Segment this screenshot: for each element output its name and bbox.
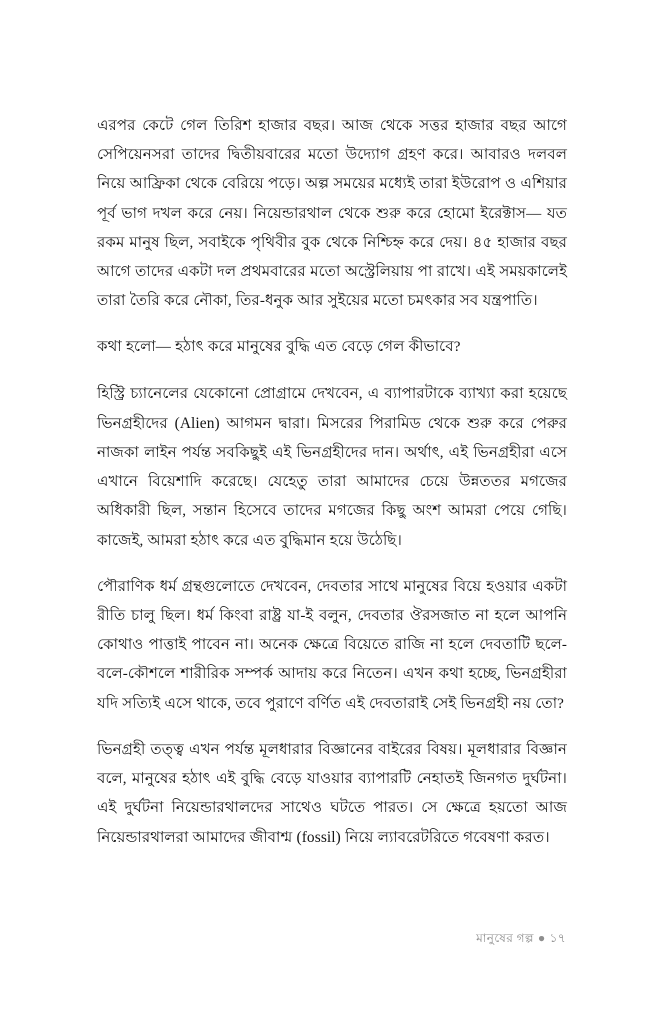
page-footer [97, 930, 566, 950]
footer-page-number: ১৭ [549, 931, 566, 945]
body-paragraph-1: এরপর কেটে গেল তিরিশ হাজার বছর। আজ থেকে সত্তর হাজার বছর আগে সেপিয়েনসরা তাদের দ্বিতীয়বারের মতো উদ্যোগ গ্রহণ করে। আবারও দলবল নিয়ে আফ্রিকা থেকে বেরিয়ে পড়ে। অল্প সময়ের মধ্যেই তারা ইউরোপ ও এশিয়ার পূর্ব ভাগ দখল করে নেয়। নিয়েন্ডারথাল থেকে শুরু করে হোমো ইরেক্টাস— যত রকম মানুষ ছিল, সবাইকে পৃথিবীর বুক থেকে নিশ্চিহ্ন করে দেয়। ৪৫ হাজার বছর আগে তাদের একটা দল প্রথমবারের মতো অস্ট্রেলিয়ায় পা রাখে। এই সময়কালেই তারা তৈরি করে নৌকা, তির-ধনুক আর সুইয়ের মতো চমৎকার সব যন্ত্রপাতি। [97, 118, 567, 310]
body-paragraph-5 [97, 736, 567, 854]
body-paragraph-4: পৌরাণিক ধর্ম গ্রন্থগুলোতে দেখবেন, দেবতার সাথে মানুষের বিয়ে হওয়ার একটা রীতি চালু ছিল। ধর্ম কিংবা রাষ্ট্র যা-ই বলুন, দেবতার ঔরসজাত না হলে আপনি কোথাও পাত্তাই পাবেন না। অনেক ক্ষেত্রে বিয়েতে রাজি না হলে দেবতাটি ছলে-বলে-কৌশলে শারীরিক সম্পর্ক আদায় করে নিতেন। এখন কথা হচ্ছে, ভিনগ্রহীরা যদি সত্যিই এসে থাকে, তবে পুরাণে বর্ণিত এই দেবতারাই সেই ভিনগ্রহী নয় তো? [97, 578, 567, 712]
paragraph-3-segment-bn-b: আগমন দ্বারা। মিসরের পিরামিড থেকে শুরু করে পেরুর নাজকা লাইন পর্যন্ত সবকিছুই এই ভিনগ্রহীদের দান। অর্থাৎ, এই ভিনগ্রহীরা এসে এখানে বিয়েশাদি করেছে। যেহেতু তারা আমাদের চেয়ে উন্নততর মগজের অধিকারী ছিল, সন্তান হিসেবে তাদের মগজের কিছু অংশ আমরা পেয়ে গেছি। কাজেই, আমরা হঠাৎ করে এত বুদ্ধিমান হয়ে উঠেছি। [97, 415, 567, 549]
footer-book-title: মানুষের গল্প [476, 931, 534, 945]
alien-latin-term: (Alien) [174, 414, 220, 432]
body-paragraph-2: কথা হলো— হঠাৎ করে মানুষের বুদ্ধি এত বেড়ে গেল কীভাবে? [97, 339, 461, 356]
fossil-latin-term: (fossil) [296, 829, 341, 847]
page-text-body [97, 112, 567, 854]
paragraph-5-segment-bn-b: নিয়ে ল্যাবরেটরিতে গবেষণা করত। [340, 830, 550, 847]
body-paragraph-3 [97, 380, 567, 556]
paragraph-5-segment-bn-a: ভিনগ্রহী তত্ত্ব এখন পর্যন্ত মূলধারার বিজ্ঞানের বাইরের বিষয়। মূলধারার বিজ্ঞান বলে, মানুষের হঠাৎ এই বুদ্ধি বেড়ে যাওয়ার ব্যাপারটি নেহাতই জিনগত দুর্ঘটনা। এই দুর্ঘটনা নিয়েন্ডারথালদের সাথেও ঘটতে পারত। সে ক্ষেত্রে হয়তো আজ নিয়েন্ডারথালরা আমাদের জীবাশ্ম [97, 741, 567, 847]
paragraph-3-segment-bn-a: হিস্ট্রি চ্যানেলের যেকোনো প্রোগ্রামে দেখবেন, এ ব্যাপারটাকে ব্যাখ্যা করা হয়েছে ভিনগ্রহীদের [97, 385, 567, 432]
footer-bullet-icon: ● [537, 931, 546, 945]
